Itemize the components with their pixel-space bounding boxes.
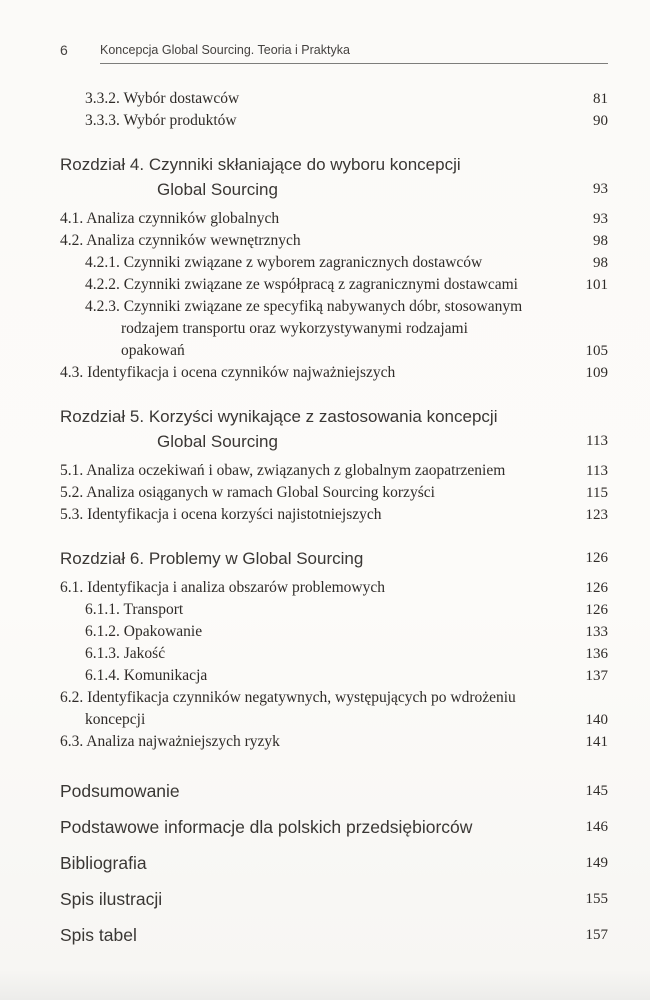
toc-entry-page: 101 xyxy=(585,277,608,293)
page-header xyxy=(60,42,608,64)
toc-entry xyxy=(60,208,608,230)
toc-entry xyxy=(60,460,608,482)
toc-entry-label: 6.1. Identyfikacja i analiza obszarów problemowych xyxy=(60,579,385,596)
toc-entry-label: Podsumowanie xyxy=(60,781,180,801)
toc-entry xyxy=(60,274,608,296)
toc-entry xyxy=(60,110,608,132)
toc-entry-page: 93 xyxy=(593,211,608,227)
toc-entry-page: 126 xyxy=(585,602,608,618)
chapter-title-line1: Rozdział 6. Problemy w Global Sourcing xyxy=(60,549,364,568)
toc-entry xyxy=(60,362,608,384)
toc-entry-label xyxy=(60,296,522,362)
toc-entry xyxy=(60,643,608,665)
toc-entry-page: 133 xyxy=(585,624,608,640)
toc-entry-label: 6.1.3. Jakość xyxy=(85,645,166,662)
toc-backmatter-entry xyxy=(60,923,608,947)
toc-entry-label: 6.1.2. Opakowanie xyxy=(85,623,203,640)
toc-entry-line3: opakowań xyxy=(121,342,185,359)
toc-backmatter-entry xyxy=(60,887,608,911)
toc-chapter-entry xyxy=(60,546,608,571)
toc-entry-label: 4.2. Analiza czynników wewnętrznych xyxy=(60,232,301,249)
toc-entry xyxy=(60,599,608,621)
toc-entry-page: 90 xyxy=(593,113,608,129)
toc-backmatter-entry xyxy=(60,815,608,839)
toc-entry-label xyxy=(60,546,363,571)
toc-entry-page: 113 xyxy=(586,463,608,479)
toc-entry-label: Bibliografia xyxy=(60,853,147,873)
toc-entry-page: 123 xyxy=(585,507,608,523)
toc-entry-page: 137 xyxy=(585,668,608,684)
toc-entry-label: 6.1.1. Transport xyxy=(85,601,184,618)
toc-entry-page: 115 xyxy=(586,485,608,501)
toc-entry xyxy=(60,88,608,110)
toc-entry-label: Podstawowe informacje dla polskich przedsiębiorców xyxy=(60,817,473,837)
toc-entry-page: 98 xyxy=(593,255,608,271)
toc-backmatter-entry xyxy=(60,851,608,875)
toc-chapter-entry xyxy=(60,152,608,202)
table-of-contents xyxy=(60,88,608,947)
toc-entry xyxy=(60,665,608,687)
toc-entry-label xyxy=(60,687,516,731)
toc-entry-page: 93 xyxy=(593,181,608,197)
toc-entry-label: Spis tabel xyxy=(60,925,137,945)
toc-entry-line2: koncepcji xyxy=(85,711,146,728)
toc-entry xyxy=(60,731,608,753)
toc-chapter-entry xyxy=(60,404,608,454)
toc-entry-label xyxy=(60,404,497,454)
chapter-title-line1: Rozdział 5. Korzyści wynikające z zastosowania koncepcji xyxy=(60,407,498,426)
toc-entry-label: 5.2. Analiza osiąganych w ramach Global Sourcing korzyści xyxy=(60,484,435,501)
toc-entry xyxy=(60,577,608,599)
toc-entry xyxy=(60,687,608,731)
toc-entry xyxy=(60,252,608,274)
toc-entry-page: 98 xyxy=(593,233,608,249)
toc-entry-page: 146 xyxy=(585,819,608,835)
toc-entry-page: 155 xyxy=(585,891,608,907)
chapter-title-line2: Global Sourcing xyxy=(157,180,278,199)
toc-entry-line1: 6.2. Identyfikacja czynników negatywnych, występujących po wdrożeniu xyxy=(60,689,516,706)
toc-entry xyxy=(60,296,608,362)
toc-entry-page: 145 xyxy=(585,783,608,799)
toc-entry-label: 3.3.3. Wybór produktów xyxy=(85,112,237,129)
running-title: Koncepcja Global Sourcing. Teoria i Praktyka xyxy=(100,43,608,64)
toc-entry-page: 109 xyxy=(585,365,608,381)
header-page-number: 6 xyxy=(60,42,68,58)
toc-entry-page: 113 xyxy=(586,433,608,449)
toc-entry-page: 140 xyxy=(585,712,608,728)
toc-entry-label: 4.2.2. Czynniki związane ze współpracą z zagranicznymi dostawcami xyxy=(85,276,518,293)
toc-entry-page: 126 xyxy=(585,580,608,596)
toc-backmatter-entry xyxy=(60,779,608,803)
toc-entry xyxy=(60,482,608,504)
chapter-title-line2: Global Sourcing xyxy=(157,432,278,451)
toc-entry-page: 149 xyxy=(585,855,608,871)
toc-entry-label xyxy=(60,152,461,202)
toc-entry-label: 6.3. Analiza najważniejszych ryzyk xyxy=(60,733,280,750)
toc-entry-page: 141 xyxy=(585,734,608,750)
toc-entry-page: 136 xyxy=(585,646,608,662)
toc-entry-label: Spis ilustracji xyxy=(60,889,163,909)
chapter-title-line1: Rozdział 4. Czynniki skłaniające do wyboru koncepcji xyxy=(60,155,461,174)
toc-entry-page: 157 xyxy=(585,927,608,943)
toc-entry-label: 4.2.1. Czynniki związane z wyborem zagranicznych dostawców xyxy=(85,254,483,271)
toc-entry-page: 126 xyxy=(585,550,608,566)
toc-entry-line2: rodzajem transportu oraz wykorzystywanymi rodzajami xyxy=(121,320,468,337)
toc-entry xyxy=(60,504,608,526)
toc-entry-page: 81 xyxy=(593,91,608,107)
toc-entry-label: 6.1.4. Komunikacja xyxy=(85,667,208,684)
toc-entry xyxy=(60,621,608,643)
toc-entry-page: 105 xyxy=(585,343,608,359)
toc-entry xyxy=(60,230,608,252)
toc-entry-label: 3.3.2. Wybór dostawców xyxy=(85,90,240,107)
toc-entry-label: 4.1. Analiza czynników globalnych xyxy=(60,210,280,227)
toc-entry-label: 4.3. Identyfikacja i ocena czynników najważniejszych xyxy=(60,364,396,381)
toc-entry-label: 5.1. Analiza oczekiwań i obaw, związanych z globalnym zaopatrzeniem xyxy=(60,462,506,479)
toc-entry-line1: 4.2.3. Czynniki związane ze specyfiką nabywanych dóbr, stosowanym xyxy=(85,298,523,315)
toc-entry-label: 5.3. Identyfikacja i ocena korzyści najistotniejszych xyxy=(60,506,382,523)
